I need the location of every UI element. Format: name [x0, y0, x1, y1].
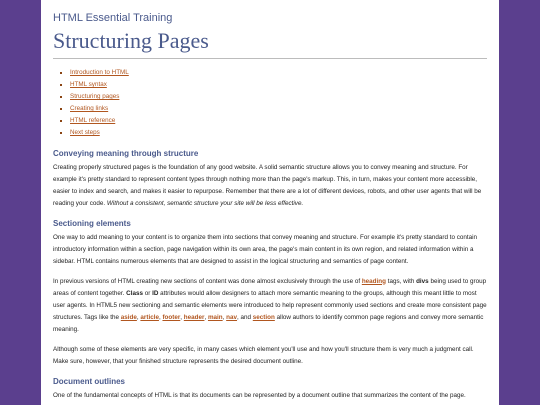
paragraph-text: In previous versions of HTML creating new sections of content was done almost exclusively through the use of	[53, 277, 361, 285]
link-article[interactable]: article	[140, 313, 159, 321]
paragraph-text: Creating properly structured pages is the foundation of any good website. A solid semantic structure allows you to convey meaning and structure. For example it's pretty standard to represent content types through nothing more than the page's markup. This, in turn, makes your content more accessible, easier to index and search, and makes it easier to repurpose. Remember that there are a lot of different devices, robots, and other user agents that will be reading your code.	[53, 163, 482, 207]
paragraph-elements-intro: One way to add meaning to your content is to organize them into sections that convey meaning and structure. For example it's pretty standard to contain introductory information within a section, page navigation within its own area, the page's main content in its own region, and related information within a sidebar. HTML contains numerous elements that are designed to assist in the logical structuring and semantics of page content.	[53, 233, 478, 265]
course-title: HTML Essential Training	[53, 12, 173, 24]
paragraph-elements-history: In previous versions of HTML creating new sections of content was done almost exclusively through the use of heading tags, with divs being used to group areas of content together. Class or ID attributes would allow designers to attach more semantic meaning to the groups, although this meant little to most user agents. In HTML5 new sectioning and semantic elements were introduced to help represent commonly used sections and create more consistent page structures. Tags like the aside, article, footer, header, main, nav, and section allow authors to identify common page regions and convey more semantic meaning.	[53, 277, 487, 333]
paragraph-text: allow authors to identify common page regions and convey more semantic meaning.	[53, 313, 484, 333]
toc-item	[70, 79, 487, 91]
toc-link-syntax[interactable]: HTML syntax	[70, 81, 107, 89]
toc-link-reference[interactable]: HTML reference	[70, 117, 116, 125]
term-id: ID	[152, 289, 159, 297]
link-aside[interactable]: aside	[120, 313, 137, 321]
paragraph-text: or	[144, 289, 151, 297]
page-title: Structuring Pages	[53, 28, 487, 59]
paragraph-text: being used to group areas of content together.	[53, 277, 487, 297]
content-page	[41, 0, 499, 405]
link-header[interactable]: header	[183, 313, 205, 321]
link-footer[interactable]: footer	[162, 313, 181, 321]
link-nav[interactable]: nav	[226, 313, 238, 321]
toc-link-introduction[interactable]: Introduction to HTML	[70, 69, 129, 76]
paragraph-outlines: One of the fundamental concepts of HTML is that its documents can be represented by a document outline that summarizes the content of the page.	[53, 391, 466, 399]
paragraph-text: tags, with	[387, 277, 415, 285]
section-heading-outlines: Document outlines	[53, 376, 126, 386]
term-class: Class	[126, 289, 143, 297]
link-main[interactable]: main	[207, 313, 223, 321]
section-heading-meaning: Conveying meaning through structure	[53, 148, 199, 158]
term-divs: divs	[416, 277, 429, 285]
table-of-contents	[53, 67, 487, 140]
toc-item	[70, 91, 487, 103]
toc-item	[70, 103, 487, 115]
toc-item	[70, 115, 487, 127]
toc-link-next-steps[interactable]: Next steps	[70, 129, 100, 137]
paragraph-text: attributes would allow designers to attach more semantic meaning to the groups, although this meant little to most user agents. In HTML5 new sectioning and semantic elements were introduced to help represent commonly used sections and create more consistent page structures. Tags like the	[53, 289, 487, 321]
toc-link-structuring[interactable]: Structuring pages	[70, 93, 120, 101]
toc-item	[70, 127, 487, 139]
link-heading[interactable]: heading	[361, 277, 386, 285]
toc-item	[70, 67, 487, 79]
section-heading-elements: Sectioning elements	[53, 218, 131, 228]
paragraph-meaning	[53, 162, 487, 210]
toc-link-creating-links[interactable]: Creating links	[70, 105, 109, 113]
paragraph-elements-judgment: Although some of these elements are very specific, in many cases which element you'll use and how you'll structure them is very much a judgment call. Make sure, however, that your finished structure represents the desired document outline.	[53, 345, 474, 365]
paragraph-text: , and	[237, 313, 252, 321]
link-section[interactable]: section	[252, 313, 275, 321]
emphasis-text: Without a consistent, semantic structure your site will be less effective.	[106, 199, 304, 207]
